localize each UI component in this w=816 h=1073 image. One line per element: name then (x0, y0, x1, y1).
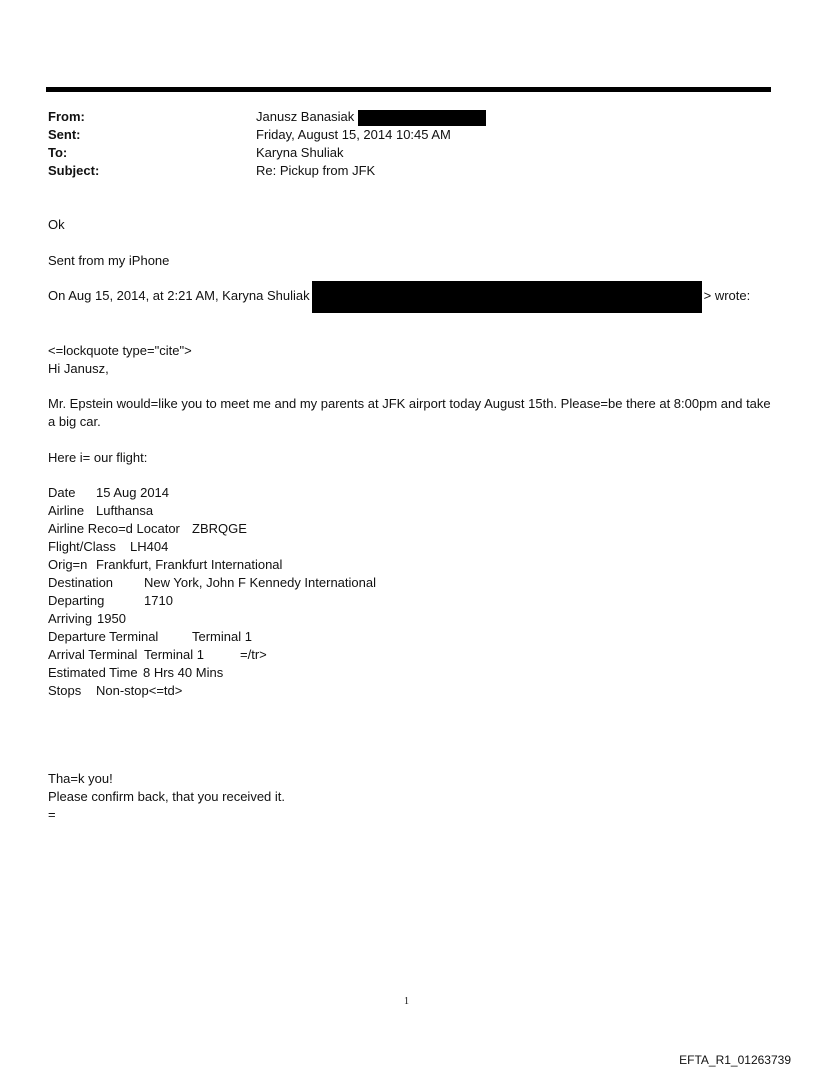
from-row (48, 108, 768, 126)
redaction-block (358, 110, 486, 126)
flight-label: Airline (48, 503, 85, 518)
flight-label: Airline Reco=d Locator (48, 521, 180, 536)
flight-value: Terminal 1 (192, 629, 252, 644)
flight-value: LH404 (130, 539, 169, 554)
subject-row (48, 162, 768, 180)
flight-label: Destination (48, 575, 114, 590)
sent-row (48, 126, 768, 144)
flight-value: Terminal 1 (144, 647, 204, 662)
signature-text: Sent from my iPhone (48, 253, 170, 268)
reply-text: Ok (48, 217, 65, 232)
greeting-text: Hi Janusz, (48, 361, 109, 376)
flight-value: 8 Hrs 40 Mins (143, 665, 224, 680)
flight-value: ZBRQGE (192, 521, 247, 536)
flight-label: Flight/Class (48, 539, 116, 554)
flight-label: Arrival Terminal (48, 647, 138, 662)
flight-value: Non-stop<=td> (96, 683, 183, 698)
from-name: Janusz Banasiak (256, 109, 355, 124)
header-divider (46, 87, 771, 92)
flight-intro: Here i= our flight: (48, 450, 148, 465)
flight-label: Date (48, 485, 76, 500)
redaction-block (312, 281, 702, 313)
quote-intro-pre: On Aug 15, 2014, at 2:21 AM, Karyna Shuliak (48, 288, 310, 303)
flight-value: 15 Aug 2014 (96, 485, 170, 500)
flight-value: 1710 (144, 593, 173, 608)
flight-value: Lufthansa (96, 503, 154, 518)
email-header (48, 108, 768, 180)
flight-label: Orig=n (48, 557, 88, 572)
flight-label: Departure Terminal (48, 629, 159, 644)
from-value (256, 108, 486, 126)
flight-value: Frankfurt, Frankfurt International (96, 557, 283, 572)
blockquote-tag: <=lockquote type="cite"> (48, 343, 192, 358)
sent-value: Friday, August 15, 2014 10:45 AM (256, 127, 451, 142)
subject-label: Subject: (48, 163, 100, 178)
to-value: Karyna Shuliak (256, 145, 344, 160)
closing-equals: = (48, 807, 56, 822)
message-paragraph: Mr. Epstein would=like you to meet me and my parents at JFK airport today August 15th. Please=be there at 8:00pm and take a big car. (48, 396, 771, 429)
to-label: To: (48, 145, 68, 160)
flight-value: New York, John F Kennedy International (144, 575, 376, 590)
flight-extra: =/tr> (240, 647, 267, 662)
flight-label: Stops (48, 683, 82, 698)
quote-intro-post: > wrote: (703, 288, 751, 303)
flight-label: Departing (48, 593, 105, 608)
flight-label: Estimated Time (48, 665, 138, 680)
flight-value: 1950 (97, 611, 126, 626)
to-row (48, 144, 768, 162)
quote-intro (48, 280, 750, 313)
subject-value: Re: Pickup from JFK (256, 163, 376, 178)
page-number: 1 (404, 996, 409, 1007)
from-label: From: (48, 109, 85, 124)
sent-label: Sent: (48, 127, 81, 142)
flight-label: Arriving (48, 611, 93, 626)
closing-thanks: Tha=k you! (48, 771, 113, 786)
closing-confirm: Please confirm back, that you received it. (48, 789, 286, 804)
document-id: EFTA_R1_01263739 (679, 1053, 791, 1067)
